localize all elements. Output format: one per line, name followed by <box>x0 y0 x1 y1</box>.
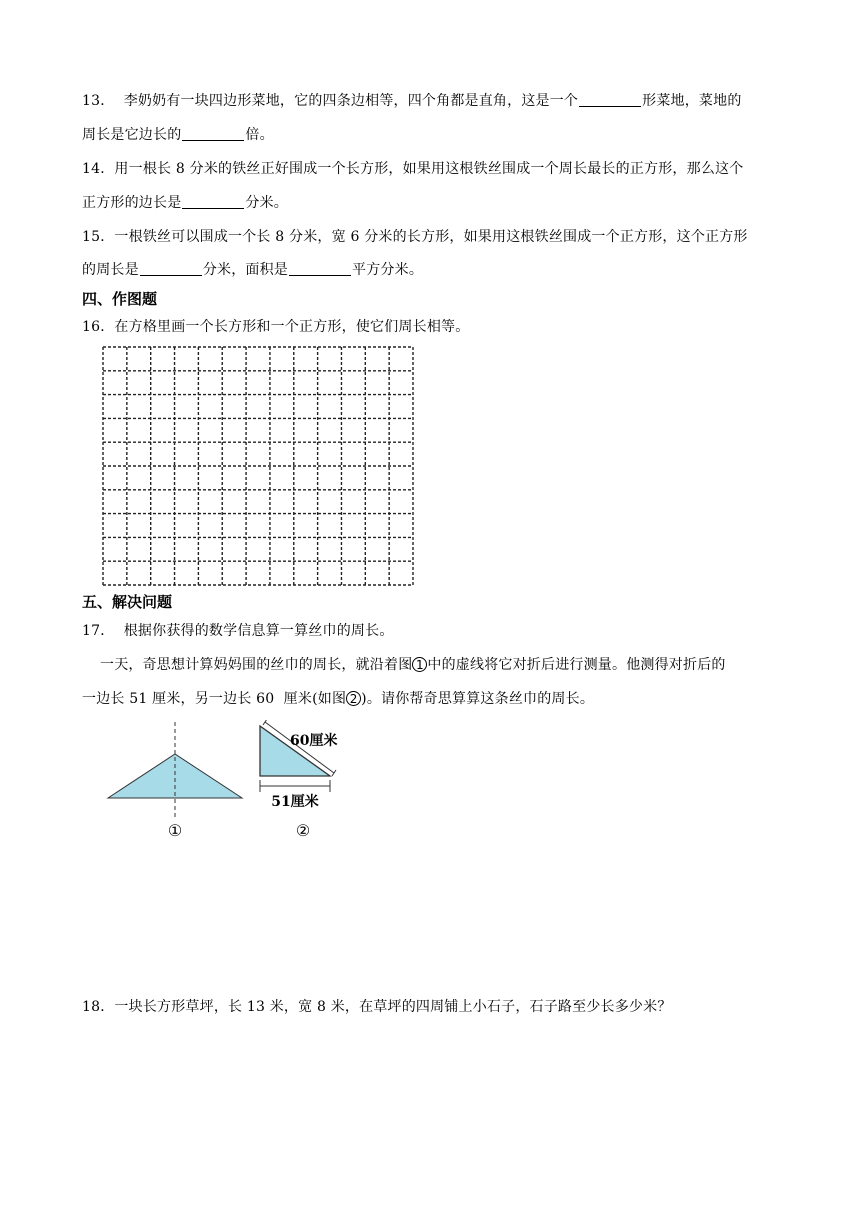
q14-line2 <box>82 192 288 212</box>
q16-text: 16．在方格里画一个长方形和一个正方形，使它们周长相等。 <box>82 319 470 335</box>
q15-text-b: 分米，面积是 <box>202 262 289 278</box>
q13-line2 <box>82 124 274 144</box>
section-four-heading: 四、作图题 <box>82 290 158 308</box>
q17-title: 17． 根据你获得的数学信息算一算丝巾的周长。 <box>82 623 394 639</box>
q17-paragraph-line2 <box>82 688 594 708</box>
q14-text-b: 分米。 <box>245 195 289 211</box>
q15-text-c: 平方分米。 <box>352 262 424 278</box>
figure-scarf-folded <box>250 720 370 845</box>
q14-blank[interactable] <box>182 194 244 209</box>
q13-text-d: 倍。 <box>245 127 274 143</box>
q17-p1-text-b: 中的虚线将它对折后进行测量。他测得对折后的 <box>427 657 726 673</box>
q15-text-a: 的周长是 <box>82 262 139 278</box>
q13-line1 <box>82 90 742 110</box>
q15-line2 <box>82 259 423 279</box>
q18-text: 18．一块长方形草坪，长 13 米，宽 8 米，在草坪的四周铺上小石子，石子路至少长多少米？ <box>82 999 672 1015</box>
q17-p2-text-b: )。请你帮奇思算算这条丝巾的周长。 <box>361 691 595 707</box>
q13-blank-1[interactable] <box>579 92 641 107</box>
q13-blank-2[interactable] <box>182 126 244 141</box>
figure-two-label: ② <box>295 821 311 840</box>
q17-paragraph-line1 <box>100 654 726 674</box>
figure-one-label: ① <box>167 821 183 840</box>
drawing-grid[interactable] <box>102 346 414 586</box>
q13-text-c: 周长是它边长的 <box>82 127 182 143</box>
q17-p2-text-a: 一边长 51 厘米，另一边长 60 厘米(如图 <box>82 691 347 707</box>
base-length-label: 51厘米 <box>271 794 319 810</box>
q13-text-a: 13． 李奶奶有一块四边形菜地，它的四条边相等，四个角都是直角，这是一个 <box>82 93 579 109</box>
q15-line1: 15．一根铁丝可以围成一个长 8 分米，宽 6 分米的长方形，如果用这根铁丝围成一个正方形，这个正方形 <box>82 229 748 245</box>
q15-blank-1[interactable] <box>140 261 202 276</box>
circled-two-icon: 2 <box>346 691 361 706</box>
q17-p1-text-a: 一天，奇思想计算妈妈围的丝巾的周长，就沿着图 <box>100 657 413 673</box>
hypotenuse-length-label: 60厘米 <box>290 733 338 749</box>
q15-blank-2[interactable] <box>289 261 351 276</box>
figure-scarf-unfolded <box>100 720 250 845</box>
q14-text-a: 正方形的边长是 <box>82 195 182 211</box>
circled-one-icon: 1 <box>412 657 427 672</box>
q13-text-b: 形菜地，菜地的 <box>642 93 742 109</box>
section-five-heading: 五、解决问题 <box>82 593 173 611</box>
q14-line1: 14．用一根长 8 分米的铁丝正好围成一个长方形，如果用这根铁丝围成一个周长最长的正方形，那么这个 <box>82 161 744 177</box>
